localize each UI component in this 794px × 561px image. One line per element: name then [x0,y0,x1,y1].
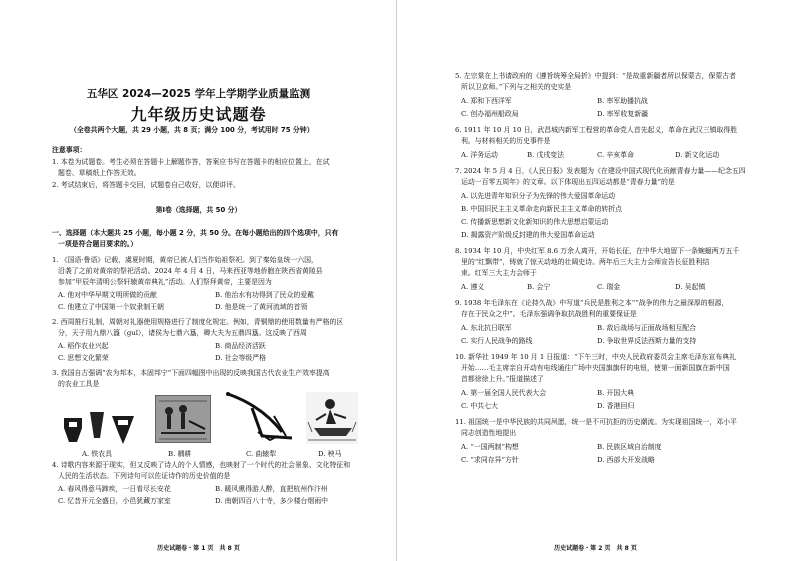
q7-option-c: C. 传播新思想新文化新知识的伟大思想启蒙运动 [461,218,609,226]
q5-option-a: A. 郑和下西洋军 [461,97,512,105]
q7-stem: 运动一百零五周年》的文章。以下体现出五四运动都是“青春力量”的是 [461,178,675,186]
q8-option-b: B. 会宁 [527,283,551,291]
q2-stem: 2. 西周推行礼制，周朝对礼器使用规格进行了制度化规定。例如，青铜鼎的使用数量有严格的区 [52,318,344,326]
q4-option-c: C. 忆昔开元全盛日，小邑犹藏万家室 [58,497,171,505]
q7-option-d: D. 揭露资产阶级反封建的伟大爱国革命运动 [461,231,595,239]
q6-stem: 6. 1911 年 10 月 10 日，武昌城内新军工程营的革命党人首先起义，革命在武汉三镇取得胜 [455,126,738,134]
q11-option-a: A. “一国两制”构想 [461,443,519,451]
q3-stem: 3. 我国自古强调“农为邦本，本固邦宁”下面四幅图中出现的反映我国古代农业生产效率提高 [52,369,330,377]
q7-option-a: A. 以先进青年知识分子为先锋的伟大爱国革命运动 [461,192,616,200]
page-footer: 历史试题卷・第 2 页 共 8 页 [554,545,637,552]
section-title-cont: 一项是符合题目要求的。） [58,240,138,248]
q11-option-d: D. 西部大开发战略 [597,456,655,464]
notes-heading: 注意事项： [52,146,87,154]
q5-stem: 所以卫京师。”下列与之相关的史实是 [461,83,572,91]
exam-header-line: 五华区 2024—2025 学年上学期学业质量监测 [86,88,311,100]
q4-option-d: D. 南朝四百八十寺，多少楼台烟雨中 [215,497,329,505]
q3-option-b: B. 耦耕 [168,450,192,458]
q9-option-a: A. 东北抗日联军 [461,324,512,332]
q11-stem: 11. 祖国统一是中华民族的共同夙愿，统一是不可抗拒的历史潮流。为实现祖国统一，邓小平 [455,418,737,426]
q7-option-b: B. 中国旧民主主义革命走向新民主主义革命的转折点 [461,205,623,213]
q6-option-d: D. 新文化运动 [675,151,720,159]
q9-option-c: C. 实行人民战争的路线 [461,337,533,345]
note-line: 题卷、草稿纸上作答无效。 [58,169,141,177]
page-footer: 历史试题卷・第 1 页 共 8 页 [157,545,240,552]
ou-geng-image [155,395,211,443]
q7-stem: 7. 2024 年 5 月 4 日，《人民日报》发表题为《在建设中国式现代化贡献青春力量——纪念五四 [455,167,746,175]
curved-plough-image [222,386,300,444]
q8-stem: 8. 1934 年 10 月，中央红军 8.6 万余人离开，开始长征，在中华大地留下一条蜿蜒两万五千 [455,247,740,255]
q2-stem: 分，天子用九鼎八簋（guǐ），诸侯为七鼎六簋，卿大夫为五鼎四簋。这反映了西周 [58,329,307,337]
q8-stem: 束。红军三大主力会师于 [461,269,537,277]
section-title: 一、选择题（本大题共 25 小题，每小题 2 分，共 50 分。在每小题给出的四个选项中，只有 [52,229,339,237]
q3-option-d: D. 秧马 [318,450,342,458]
q4-stem: 人民的生活状态。下列诗句可以佐证诗作的历史价值的是 [58,472,231,480]
part1-heading: 第Ⅰ卷（选择题，共 50 分） [155,206,242,214]
exam-meta: （全卷共两个大题，共 29 小题，共 8 页；满分 100 分，考试用时 75 分钟） [70,126,314,134]
q3-option-c: C. 曲辕犁 [246,450,277,458]
q4-option-b: B. 暖风熏得游人醉，直把杭州作汴州 [215,485,328,493]
q9-option-d: D. 争取世界反法西斯力量的支持 [597,337,697,345]
q4-stem: 4. 诗歌内容来源于现实，但又反映了诗人的个人情感，也映射了一个时代的社会景象、文化特征和 [52,461,351,469]
q2-option-a: A. 稻作农业兴起 [58,342,109,350]
q2-option-d: D. 社会等级严格 [215,354,267,362]
q6-option-a: A. 洋务运动 [461,151,498,159]
q8-option-c: C. 瑞金 [597,283,621,291]
q10-stem: 首都徐徐上升。”报道描述了 [461,375,544,383]
q4-option-a: A. 春风得意马蹄疾，一日看尽长安花 [58,485,171,493]
note-line: 1. 本卷为试题卷。考生必须在答题卡上解题作答，答案应书写在答题卡的相应位置上，在试 [52,158,330,166]
q10-option-a: A. 第一届全国人民代表大会 [461,389,547,397]
q10-option-c: C. 中共七大 [461,402,498,410]
q1-option-c: C. 他建立了中国第一个奴隶制王朝 [58,303,164,311]
q11-option-c: C. “求同存异”方针 [461,456,519,464]
q5-stem: 5. 左宗棠在上书请政府的《遵旨统筹全局折》中提到：“是故重新疆者所以保蒙古，保蒙古者 [455,72,737,80]
q3-stem: 的农业工具是 [58,380,100,388]
q3-option-a: A. 铁农具 [82,450,113,458]
page-2 [397,0,794,561]
note-line: 2. 考试结束后，将答题卡交回，试题卷自己收好，以便讲评。 [52,181,240,189]
q1-stem: 参加“甲辰年清明公祭轩辕黄帝典礼”活动。人们祭拜黄帝，主要是因为 [58,278,272,286]
exam-title: 九年级历史试题卷 [130,105,267,124]
q5-option-b: B. 率军助播抗战 [597,97,648,105]
q9-option-b: B. 敌后战场与正面战场相互配合 [597,324,697,332]
q8-stem: 里的“红飘带”，铸就了惊天动地的壮阔史诗。两年后三大主力会师宣告长征胜利结 [461,258,710,266]
q11-option-b: B. 民族区域自治制度 [597,443,662,451]
rice-transplanter-image [306,392,358,444]
q11-stem: 同志创造性地提出 [461,429,517,437]
q6-option-b: B. 戊戌变法 [527,151,565,159]
q9-stem: 存在于民众之中”。毛泽东强调争取抗战胜利的重要保证是 [461,310,637,318]
q1-option-a: A. 他对中华早期文明所做的贡献 [58,291,157,299]
q1-option-b: B. 他治水有功得到了民众的爱戴 [215,291,315,299]
q9-stem: 9. 1938 年毛泽东在《论持久战》中写道“兵民是胜利之本”“战争的伟力之最深厚的根源， [455,299,729,307]
q5-option-d: D. 率军收复新疆 [597,110,649,118]
q10-option-d: D. 香港回归 [597,402,635,410]
q1-stem: 沿袭了之前对黄帝的祭祀活动。2024 年 4 月 4 日，马来西亚等地侨胞在陕西省黄陵县 [58,267,323,275]
q6-stem: 利。与材料相关的历史事件是 [461,137,551,145]
q2-option-c: C. 思想文化繁荣 [58,354,109,362]
q8-option-d: D. 吴起镇 [675,283,706,291]
q5-option-c: C. 创办福州船政局 [461,110,519,118]
q1-option-d: D. 他是统一了黄河流域的首领 [215,303,308,311]
q10-stem: 10. 新华社 1949 年 10 月 1 日报道：“下午三时，中央人民政府委员会主席毛泽东宣布典礼 [455,353,736,361]
q10-stem: 开始……毛主席亲自开动有电线通往广场中央国旗旗杆的电钮，使第一面新国旗在新中国 [461,364,730,372]
q6-option-c: C. 辛亥革命 [597,151,634,159]
q8-option-a: A. 遵义 [461,283,485,291]
q10-option-b: B. 开国大典 [597,389,635,397]
q1-stem: 1. 《国语·鲁语》记载，虞夏时期，黄帝已被人们当作始祖祭祀。到了秦始皇统一六国， [52,256,318,264]
iron-tools-image [60,398,140,446]
q2-option-b: B. 商品经济活跃 [215,342,266,350]
